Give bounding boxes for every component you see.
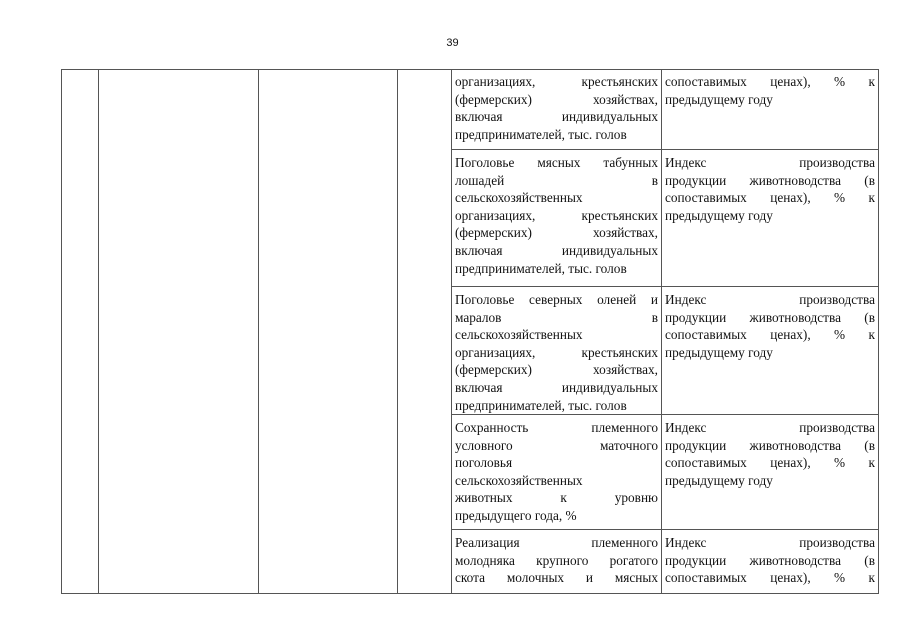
cell-text-line: сельскохозяйственных <box>455 190 583 206</box>
index-cell <box>665 73 875 108</box>
cell-text-line: сопоставимых ценах), % к <box>665 327 875 343</box>
cell-text-line: продукции животноводства (в <box>665 437 875 453</box>
cell-text-line: включая индивидуальных <box>455 242 658 258</box>
indicator-cell <box>455 291 658 414</box>
cell-text-line: организациях, крестьянских <box>455 74 658 89</box>
row-divider <box>451 286 879 287</box>
cell-text-line: предыдущему году <box>665 344 773 360</box>
row-divider <box>451 529 879 530</box>
cell-text-line: условного маточного <box>455 437 658 453</box>
table-border-top <box>61 69 879 70</box>
index-cell <box>665 534 875 587</box>
index-cell <box>665 291 875 361</box>
column-divider <box>258 69 259 594</box>
cell-text-line: предпринимателей, тыс. голов <box>455 126 627 142</box>
cell-text-line: Сохранность племенного <box>455 420 658 435</box>
cell-text-line: предпринимателей, тыс. голов <box>455 397 627 413</box>
cell-text-line: включая индивидуальных <box>455 379 658 395</box>
cell-text-line: сопоставимых ценах), % к <box>665 570 875 586</box>
indicator-cell <box>455 419 658 525</box>
cell-text-line: сопоставимых ценах), % к <box>665 190 875 206</box>
index-cell <box>665 419 875 489</box>
cell-text-line: животных к уровню <box>455 490 658 506</box>
indicator-cell <box>455 73 658 143</box>
cell-text-line: предыдущего года, % <box>455 507 577 523</box>
cell-text-line: лошадей в <box>455 172 658 188</box>
cell-text-line: (фермерских) хозяйствах, <box>455 91 658 107</box>
column-divider <box>61 69 62 594</box>
indicator-cell <box>455 154 658 277</box>
cell-text-line: поголовья <box>455 455 513 471</box>
column-divider <box>98 69 99 594</box>
cell-text-line: Индекс производства <box>665 292 875 307</box>
cell-text-line: предыдущему году <box>665 472 773 488</box>
cell-text-line: продукции животноводства (в <box>665 552 875 568</box>
table-border-bottom <box>61 593 879 594</box>
cell-text-line: предыдущему году <box>665 207 773 223</box>
cell-text-line: сопоставимых ценах), % к <box>665 74 875 89</box>
cell-text-line: (фермерских) хозяйствах, <box>455 362 658 378</box>
cell-text-line: сельскохозяйственных <box>455 472 583 488</box>
cell-text-line: предыдущему году <box>665 91 773 107</box>
cell-text-line: Реализация племенного <box>455 535 658 550</box>
cell-text-line: скота молочных и мясных <box>455 570 658 586</box>
row-divider <box>451 149 879 150</box>
cell-text-line: включая индивидуальных <box>455 109 658 125</box>
cell-text-line: Поголовье мясных табунных <box>455 155 658 170</box>
column-divider <box>878 69 879 594</box>
column-divider <box>397 69 398 594</box>
page-number: 39 <box>446 37 459 49</box>
cell-text-line: организациях, крестьянских <box>455 207 658 223</box>
cell-text-line: Индекс производства <box>665 420 875 435</box>
cell-text-line: продукции животноводства (в <box>665 309 875 325</box>
cell-text-line: Индекс производства <box>665 535 875 550</box>
cell-text-line: сельскохозяйственных <box>455 327 583 343</box>
indicator-cell <box>455 534 658 587</box>
index-cell <box>665 154 875 224</box>
cell-text-line: молодняка крупного рогатого <box>455 552 658 568</box>
column-divider <box>661 69 662 594</box>
cell-text-line: Поголовье северных оленей и <box>455 292 658 307</box>
cell-text-line: маралов в <box>455 309 658 325</box>
cell-text-line: Индекс производства <box>665 155 875 170</box>
cell-text-line: (фермерских) хозяйствах, <box>455 225 658 241</box>
cell-text-line: организациях, крестьянских <box>455 344 658 360</box>
column-divider <box>451 69 452 594</box>
cell-text-line: предпринимателей, тыс. голов <box>455 260 627 276</box>
cell-text-line: продукции животноводства (в <box>665 172 875 188</box>
cell-text-line: сопоставимых ценах), % к <box>665 455 875 471</box>
